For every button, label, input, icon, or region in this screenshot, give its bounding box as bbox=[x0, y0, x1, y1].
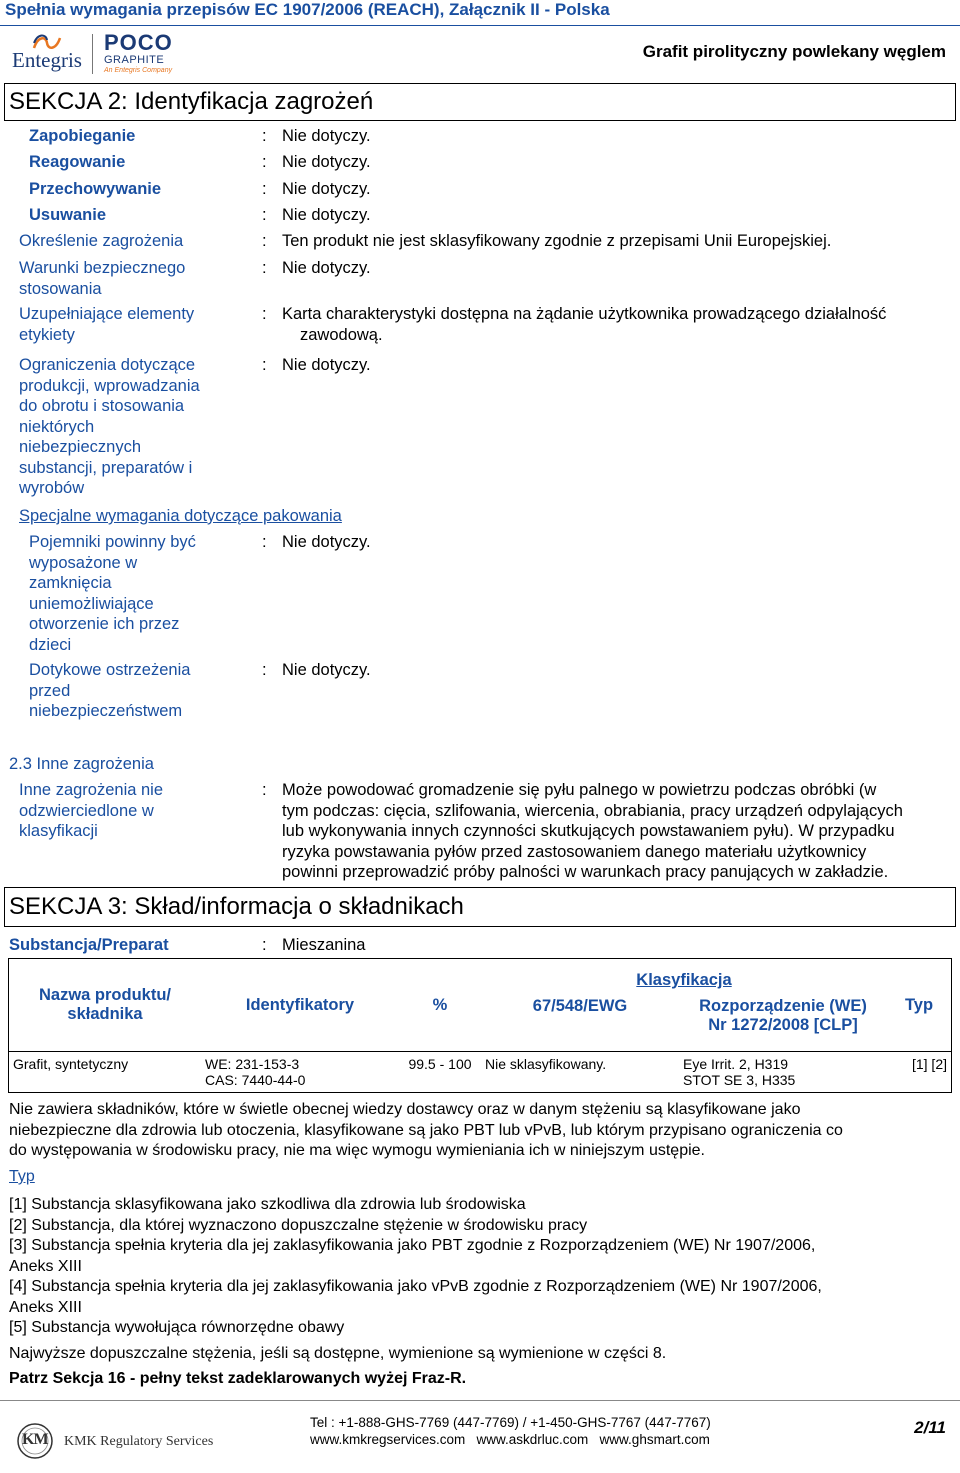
cell-type: [1] [2] bbox=[911, 1056, 947, 1072]
label-prevention: Zapobieganie bbox=[29, 127, 136, 145]
value-restrictions: Nie dotyczy. bbox=[282, 356, 371, 374]
label-supplemental-line2: etykiety bbox=[19, 325, 75, 344]
cell-ewg: Nie sklasyfikowany. bbox=[485, 1056, 607, 1072]
label-line: Inne zagrożenia nie bbox=[19, 781, 164, 799]
typ-item: [4] Substancja spełnia kryteria dla jej zaklasyfikowania jako vPvB zgodnie z Rozporządzeniem (WE) Nr 1907/2006, bbox=[9, 1278, 822, 1295]
kmk-monogram-text: KM bbox=[22, 1431, 48, 1448]
poco-wordmark: POCO bbox=[104, 30, 173, 55]
regulation-title: Spełnia wymagania przepisów EC 1907/2006 (REACH), Załącznik II - Polska bbox=[5, 0, 610, 19]
colon: : bbox=[262, 305, 267, 323]
cell-identifiers bbox=[201, 1052, 399, 1093]
colon: : bbox=[262, 206, 267, 224]
colon: : bbox=[262, 127, 267, 145]
cell-clp bbox=[679, 1052, 887, 1093]
colon: : bbox=[262, 661, 267, 679]
value-disposal: Nie dotyczy. bbox=[282, 206, 371, 224]
footer-phone: Tel : +1-888-GHS-7769 (447-7769) / +1-450-GHS-7767 (447-7767) bbox=[310, 1415, 711, 1430]
label-line: Dotykowe ostrzeżenia bbox=[29, 661, 191, 679]
label-line: dzieci bbox=[29, 635, 72, 654]
label-safe-use-line1: Warunki bezpiecznego bbox=[19, 259, 186, 277]
label-line: otworzenie ich przez bbox=[29, 615, 180, 633]
text-line: powinni przeprowadzić próby palności w warunkach pracy panujących w zakładzie. bbox=[282, 863, 889, 881]
label-line: odzwierciedlone w bbox=[19, 801, 154, 820]
entegris-wordmark: Entegris bbox=[12, 48, 82, 72]
colon: : bbox=[262, 781, 267, 799]
label-line: produkcji, wprowadzania bbox=[19, 376, 200, 395]
cell-line: WE: 231-153-3 bbox=[205, 1056, 300, 1072]
label-line: zamknięcia bbox=[29, 574, 112, 592]
label-line: niektórych bbox=[19, 417, 95, 436]
header-clp bbox=[679, 991, 887, 1052]
value-tactile: Nie dotyczy. bbox=[282, 661, 371, 679]
value-supplemental bbox=[282, 304, 942, 345]
text-line: Może powodować gromadzenie się pyłu palnego w powietrzu podczas obróbki (w bbox=[282, 781, 877, 799]
label-line: do obrotu i stosowania bbox=[19, 397, 185, 415]
label-line: substancji, preparatów i bbox=[19, 458, 193, 477]
text-line: Nie zawiera składników, które w świetle obecnej wiedzy dostawcy oraz w danym stężeniu są klasyfikowane jako bbox=[9, 1101, 801, 1118]
cell-name: Grafit, syntetyczny bbox=[13, 1056, 129, 1072]
typ-item: [2] Substancja, dla której wyznaczono dopuszczalne stężenie w środowisku pracy bbox=[9, 1216, 588, 1234]
entegris-logo bbox=[12, 34, 84, 74]
value-supplemental-line2: zawodową. bbox=[300, 325, 383, 344]
text-line: do występowania w środowisku pracy, nie ma więc wymogu wymieniania ich w niniejszym ustępie. bbox=[9, 1142, 705, 1159]
label-line: uniemożliwiające bbox=[29, 594, 154, 613]
label-containers bbox=[29, 532, 196, 655]
colon: : bbox=[262, 936, 267, 954]
limits-note: Najwyższe dopuszczalne stężenia, jeśli są dostępne, wymienione są wymienione w części 8. bbox=[9, 1345, 667, 1362]
header-classification: Klasyfikacja bbox=[636, 971, 732, 989]
section3-title: SEKCJA 3: Skład/informacja o składnikach bbox=[4, 887, 956, 927]
header-line: Rozporządzenie (WE) bbox=[699, 997, 867, 1015]
value-hazard: Ten produkt nie jest sklasyfikowany zgodnie z przepisami Unii Europejskiej. bbox=[282, 232, 832, 250]
section2-title: SEKCJA 2: Identyfikacja zagrożeń bbox=[4, 83, 956, 121]
typ-item: Aneks XIII bbox=[9, 1257, 82, 1275]
composition-table bbox=[8, 958, 952, 1093]
typ-item: [5] Substancja wywołująca równorzędne obawy bbox=[9, 1319, 345, 1336]
label-line: niebezpiecznych bbox=[19, 438, 141, 456]
label-restrictions bbox=[19, 355, 200, 499]
value-storage: Nie dotyczy. bbox=[282, 180, 371, 198]
typ-item: Aneks XIII bbox=[9, 1298, 82, 1316]
header-product-name bbox=[9, 959, 202, 1052]
label-tactile bbox=[29, 660, 190, 722]
text-line: niebezpieczne dla zdrowia lub otoczenia, klasyfikowane są jako PBT lub vPvB, lub którym przypisano ograniczenia co bbox=[9, 1121, 843, 1139]
footer-websites: www.kmkregservices.com www.askdrluc.com www.ghsmart.com bbox=[310, 1432, 710, 1447]
typ-item: [3] Substancja spełnia kryteria dla jej zaklasyfikowania jako PBT zgodnie z Rozporządzeniem (WE) Nr 1907/2006, bbox=[9, 1237, 816, 1254]
header-identifiers: Identyfikatory bbox=[245, 995, 355, 1014]
cell-line: Eye Irrit. 2, H319 bbox=[683, 1056, 789, 1072]
label-safe-use-line2: stosowania bbox=[19, 279, 102, 298]
colon: : bbox=[262, 259, 267, 277]
label-line: niebezpieczeństwem bbox=[29, 702, 183, 720]
typ-list bbox=[9, 1195, 954, 1339]
value-substance: Mieszanina bbox=[282, 936, 366, 954]
table-row bbox=[9, 1052, 952, 1093]
colon: : bbox=[262, 533, 267, 551]
cell-percent: 99.5 - 100 bbox=[408, 1056, 472, 1072]
text-line: lub wykonywania innych czynności skutkujących powstawaniem pyłu). W przypadku bbox=[282, 822, 895, 840]
kmk-wordmark: KMK Regulatory Services bbox=[64, 1434, 214, 1449]
label-substance: Substancja/Preparat bbox=[9, 936, 169, 954]
product-name: Grafit pirolityczny powlekany węglem bbox=[642, 42, 946, 61]
footer-divider bbox=[0, 1400, 960, 1401]
text-line: tym podczas: cięcia, szlifowania, wiercenia, obrabiania, pracy urządzeń odpylających bbox=[282, 801, 903, 820]
page-number: 2/11 bbox=[914, 1418, 946, 1437]
typ-item: [1] Substancja sklasyfikowana jako szkodliwa dla zdrowia lub środowiska bbox=[9, 1196, 526, 1213]
cell-line: CAS: 7440-44-0 bbox=[205, 1072, 306, 1088]
header-ewg: 67/548/EWG bbox=[532, 997, 628, 1015]
label-line: wyposażone w bbox=[29, 553, 138, 572]
composition-note bbox=[9, 1100, 954, 1162]
cell-line: STOT SE 3, H335 bbox=[683, 1072, 796, 1088]
header-type: Typ bbox=[904, 995, 934, 1014]
value-response: Nie dotyczy. bbox=[282, 153, 371, 171]
label-safe-use bbox=[19, 258, 185, 299]
typ-heading: Typ bbox=[9, 1168, 35, 1185]
footer-contact bbox=[310, 1414, 711, 1448]
kmk-logo bbox=[16, 1422, 226, 1462]
label-supplemental bbox=[19, 304, 194, 345]
label-supplemental-line1: Uzupełniające elementy bbox=[19, 305, 195, 323]
value-containers: Nie dotyczy. bbox=[282, 533, 371, 551]
colon: : bbox=[262, 356, 267, 374]
label-hazard: Określenie zagrożenia bbox=[19, 232, 184, 250]
table-group-header-row bbox=[9, 959, 952, 992]
graphite-wordmark: GRAPHITE bbox=[104, 54, 165, 66]
value-prevention: Nie dotyczy. bbox=[282, 127, 371, 145]
other-hazards-heading: 2.3 Inne zagrożenia bbox=[9, 755, 154, 773]
value-safe-use: Nie dotyczy. bbox=[282, 259, 371, 277]
label-line: wyrobów bbox=[19, 479, 85, 497]
header-percent: % bbox=[432, 995, 448, 1014]
header-line: składnika bbox=[67, 1005, 143, 1023]
header-line: Nazwa produktu/ bbox=[38, 986, 171, 1004]
title-underline bbox=[0, 25, 960, 26]
label-line: klasyfikacji bbox=[19, 822, 98, 840]
label-line: Pojemniki powinny być bbox=[29, 533, 196, 551]
logo-divider bbox=[92, 34, 93, 74]
value-supplemental-line1: Karta charakterystyki dostępna na żądanie użytkownika prowadzącego działalność bbox=[282, 305, 887, 323]
poco-logo bbox=[104, 32, 194, 76]
poco-tagline: An Entegris Company bbox=[104, 67, 173, 74]
colon: : bbox=[262, 232, 267, 250]
colon: : bbox=[262, 153, 267, 171]
label-other-hazards bbox=[19, 780, 163, 842]
label-response: Reagowanie bbox=[29, 153, 126, 171]
label-disposal: Usuwanie bbox=[29, 206, 107, 224]
text-line: ryzyka powstawania pyłów przed zastosowaniem danego materiału użytkownicy bbox=[282, 842, 867, 861]
colon: : bbox=[262, 180, 267, 198]
header-line: Nr 1272/2008 [CLP] bbox=[708, 1016, 858, 1034]
label-line: Ograniczenia dotyczące bbox=[19, 356, 196, 374]
packaging-heading: Specjalne wymagania dotyczące pakowania bbox=[19, 507, 342, 525]
label-storage: Przechowywanie bbox=[29, 180, 162, 198]
label-line: przed bbox=[29, 681, 71, 700]
section16-note: Patrz Sekcja 16 - pełny tekst zadeklarowanych wyżej Fraz-R. bbox=[9, 1370, 467, 1387]
value-other-hazards bbox=[282, 780, 942, 883]
